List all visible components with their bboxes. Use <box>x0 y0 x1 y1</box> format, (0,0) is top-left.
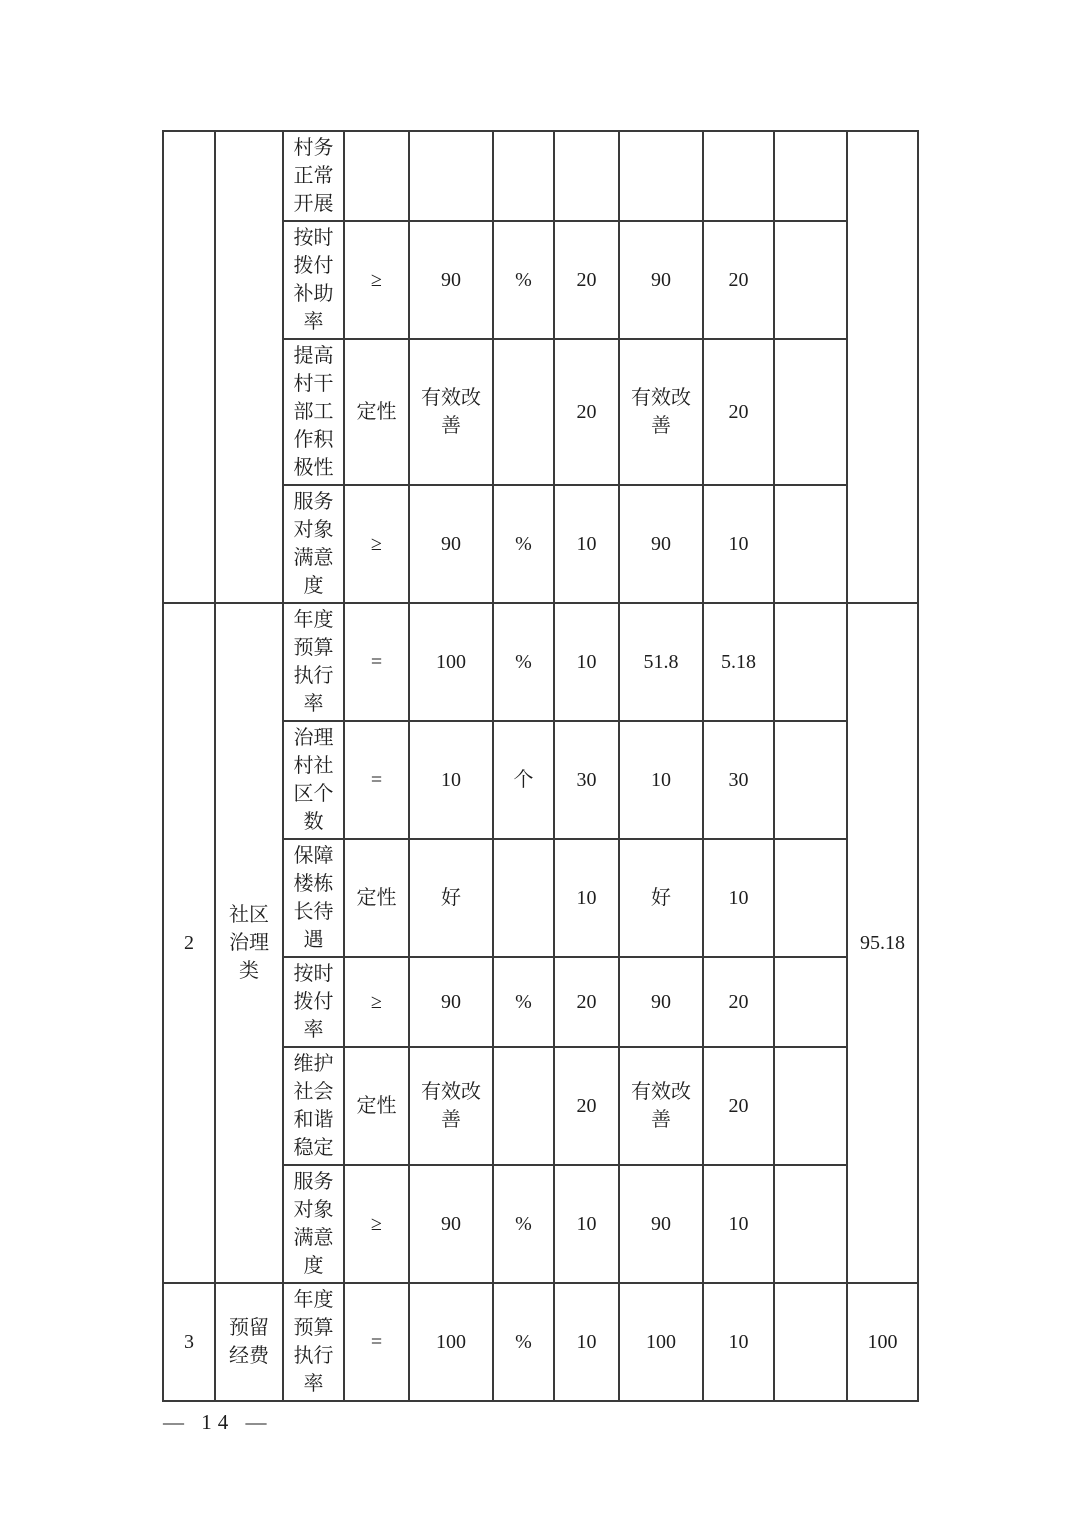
indicator-cell: 提高村干部工作积极性 <box>283 339 344 485</box>
score-cell: 10 <box>703 1283 774 1401</box>
unit-cell: % <box>493 603 554 721</box>
nature-cell: = <box>344 721 409 839</box>
unit-cell <box>493 839 554 957</box>
actual-cell: 90 <box>619 1165 703 1283</box>
nature-cell: 定性 <box>344 1047 409 1165</box>
indicator-cell: 按时拨付补助率 <box>283 221 344 339</box>
section-score-cell: 95.18 <box>847 603 918 1283</box>
score-cell: 20 <box>703 1047 774 1165</box>
category-cell <box>215 131 283 603</box>
unit-cell: % <box>493 485 554 603</box>
actual-cell: 51.8 <box>619 603 703 721</box>
blank-cell <box>774 603 847 721</box>
nature-cell: ≥ <box>344 221 409 339</box>
serial-cell: 3 <box>163 1283 215 1401</box>
target-cell: 90 <box>409 957 493 1047</box>
indicator-cell: 按时拨付率 <box>283 957 344 1047</box>
actual-cell: 有效改善 <box>619 1047 703 1165</box>
unit-cell: % <box>493 221 554 339</box>
target-cell: 90 <box>409 1165 493 1283</box>
section-score-cell <box>847 131 918 603</box>
weight-cell: 10 <box>554 1283 619 1401</box>
actual-cell: 90 <box>619 485 703 603</box>
unit-cell <box>493 131 554 221</box>
blank-cell <box>774 1165 847 1283</box>
indicator-cell: 保障楼栋长待遇 <box>283 839 344 957</box>
score-cell: 5.18 <box>703 603 774 721</box>
indicator-cell: 服务对象满意度 <box>283 1165 344 1283</box>
score-cell: 10 <box>703 839 774 957</box>
category-cell: 预留经费 <box>215 1283 283 1401</box>
blank-cell <box>774 485 847 603</box>
weight-cell: 10 <box>554 1165 619 1283</box>
weight-cell: 20 <box>554 1047 619 1165</box>
nature-cell <box>344 131 409 221</box>
target-cell: 90 <box>409 221 493 339</box>
target-cell: 90 <box>409 485 493 603</box>
target-cell: 10 <box>409 721 493 839</box>
nature-cell: = <box>344 603 409 721</box>
score-cell: 10 <box>703 485 774 603</box>
score-cell: 30 <box>703 721 774 839</box>
weight-cell: 10 <box>554 839 619 957</box>
score-cell: 20 <box>703 339 774 485</box>
weight-cell: 20 <box>554 339 619 485</box>
target-cell: 100 <box>409 603 493 721</box>
blank-cell <box>774 839 847 957</box>
score-cell: 20 <box>703 221 774 339</box>
unit-cell <box>493 1047 554 1165</box>
unit-cell: % <box>493 957 554 1047</box>
weight-cell <box>554 131 619 221</box>
indicator-cell: 年度预算执行率 <box>283 603 344 721</box>
indicator-cell: 服务对象满意度 <box>283 485 344 603</box>
blank-cell <box>774 721 847 839</box>
actual-cell: 10 <box>619 721 703 839</box>
serial-cell: 2 <box>163 603 215 1283</box>
nature-cell: = <box>344 1283 409 1401</box>
nature-cell: 定性 <box>344 339 409 485</box>
indicator-cell: 治理村社区个数 <box>283 721 344 839</box>
actual-cell <box>619 131 703 221</box>
score-cell: 20 <box>703 957 774 1047</box>
actual-cell: 有效改善 <box>619 339 703 485</box>
page-number: — 14 — <box>163 1410 273 1434</box>
weight-cell: 10 <box>554 603 619 721</box>
actual-cell: 100 <box>619 1283 703 1401</box>
indicator-cell: 维护社会和谐稳定 <box>283 1047 344 1165</box>
unit-cell <box>493 339 554 485</box>
nature-cell: ≥ <box>344 957 409 1047</box>
actual-cell: 90 <box>619 957 703 1047</box>
weight-cell: 10 <box>554 485 619 603</box>
blank-cell <box>774 131 847 221</box>
unit-cell: 个 <box>493 721 554 839</box>
target-cell: 有效改善 <box>409 1047 493 1165</box>
unit-cell: % <box>493 1283 554 1401</box>
target-cell <box>409 131 493 221</box>
target-cell: 好 <box>409 839 493 957</box>
performance-table <box>162 130 919 1402</box>
nature-cell: 定性 <box>344 839 409 957</box>
serial-cell <box>163 131 215 603</box>
blank-cell <box>774 1283 847 1401</box>
actual-cell: 好 <box>619 839 703 957</box>
indicator-cell: 村务正常开展 <box>283 131 344 221</box>
actual-cell: 90 <box>619 221 703 339</box>
category-cell: 社区治理类 <box>215 603 283 1283</box>
score-cell <box>703 131 774 221</box>
blank-cell <box>774 339 847 485</box>
blank-cell <box>774 221 847 339</box>
weight-cell: 30 <box>554 721 619 839</box>
nature-cell: ≥ <box>344 485 409 603</box>
weight-cell: 20 <box>554 221 619 339</box>
blank-cell <box>774 1047 847 1165</box>
target-cell: 100 <box>409 1283 493 1401</box>
indicator-cell: 年度预算执行率 <box>283 1283 344 1401</box>
section-score-cell: 100 <box>847 1283 918 1401</box>
weight-cell: 20 <box>554 957 619 1047</box>
blank-cell <box>774 957 847 1047</box>
target-cell: 有效改善 <box>409 339 493 485</box>
score-cell: 10 <box>703 1165 774 1283</box>
nature-cell: ≥ <box>344 1165 409 1283</box>
unit-cell: % <box>493 1165 554 1283</box>
